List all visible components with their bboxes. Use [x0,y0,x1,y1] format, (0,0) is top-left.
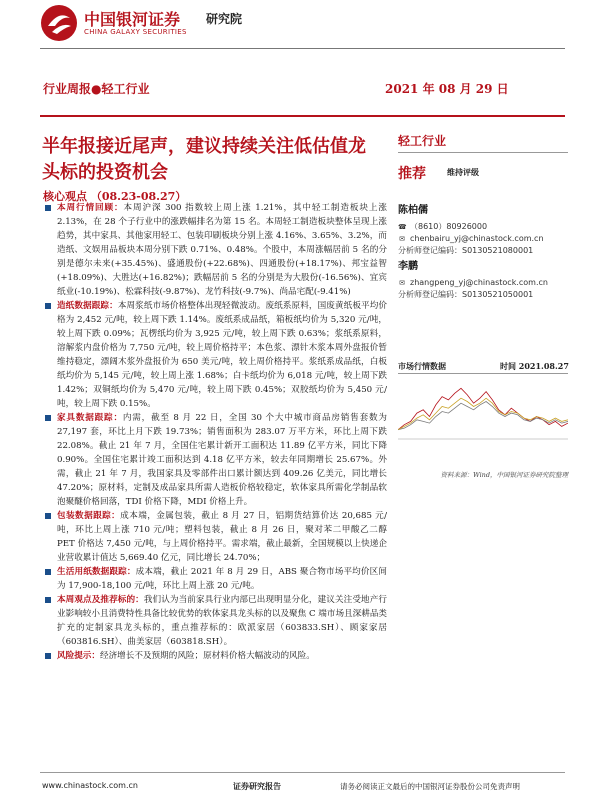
paragraph-tissue-data: 生活用纸数据跟踪：成本端，截止 2021 年 8 月 29 日，ABS 聚合物市场平均价区间为 17,900-18,100 元/吨，环比上周上涨 20 元/吨。 [45,565,387,593]
bullet-icon [45,415,51,421]
paragraph-furniture-data: 家具数据跟踪：内需，截至 8 月 22 日，全国 30 个大中城市商品房销售套数为 27,197 套，环比上月下跌 19.73%；销售面积为 283.07 万平方米，环比上周下跌 22.08%。截止 21 年 7 月，全国住宅累计新开工面积达 11.89 亿平方米，同比下降 0.90%。全国住宅累计竣工面积达到 4.18 亿平方米，较去年同期增长 25.67%。外需，截止 21 年 7 月，我国家具及零部件出口累计额达到 409.26 亿美元，同比增长 47.20%；原材料，定制及成品家具所需人造板价格较稳定，软体家具所需化学制品软泡聚醚价格回落，TDI 价格下降，MDI 价格上升。 [45,411,387,509]
bullet-icon [45,597,51,603]
market-data-time: 时间 2021.08.27 [500,361,569,371]
report-date: 2021 年 08 月 29 日 [385,82,509,96]
paragraph-market-review: 本周行情回顾：本周沪深 300 指数较上周上涨 1.21%，其中轻工制造板块上涨 2.13%，在 28 个子行业中的涨跌幅排名为第 15 名。本周轻工制造板块整体呈现上涨趋势，其中家具、其他家用轻工、包装印刷板块分别上涨 4.16%、3.65%、3.2%，而造纸、文娱用品板块本周分别下跌 0.71%、0.48%。个股中，本周涨幅居前 5 名的分别是德尔未来(+35.45%)、盛通股份(+22.68%)、四通股份(+18.17%)、邦宝益智(+18.09%)、大胜达(+16.82%)；跌幅居前 5 名的分别是为大股份(-16.56%)、宜宾纸业(-10.19%)、松霖科技(-9.87%)、龙竹科技(-9.7%)、尚品宅配(-9.41%) [45,201,387,299]
sidebar-divider [398,152,568,153]
institute-label: 研究院 [206,12,243,26]
brand-logo [40,4,243,44]
analyst-email-row[interactable]: ✉ chenbairu_yj@chinastock.com.cn [399,234,544,243]
chart-series-line-0 [398,388,568,429]
header-divider [40,48,565,49]
chart-series-line-1 [398,402,568,430]
report-category: 行业周报●轻工行业 [43,82,150,96]
paragraph-recommendation: 本周观点及推荐标的：我们认为当前家具行业内部已出现明显分化，建议关注受地产行业影响较小且消费特性具备比较优势的软体家具龙头标的以及聚焦 C 端市场且深耕品类扩充的定制家具龙头标的，重点推荐标的：欧派家居（603833.SH）、顾家家居（603816.SH）、曲美家居（603818.SH）。 [45,593,387,649]
report-body [45,201,387,663]
bullet-icon [45,653,51,659]
logo-english-name: CHINA GALAXY SECURITIES [84,28,187,36]
phone-icon: ☎ [398,223,407,231]
logo-chinese-name: 中国银河证券 [84,10,181,29]
email-icon: ✉ [399,279,405,287]
analyst-card [398,205,544,257]
analyst-cert: 分析师登记编码：S0130521080001 [398,246,534,255]
title-divider [40,115,565,117]
galaxy-logo-icon [40,4,78,42]
footer-website-link[interactable]: www.chinastock.com.cn [42,781,138,790]
analyst-card [398,261,548,301]
analyst-email-row[interactable]: ✉ zhangpeng_yj@chinastock.com.cn [399,278,548,287]
sidebar-industry: 轻工行业 [398,134,447,148]
market-divider [398,373,568,374]
footer-report-type: 证券研究报告 [233,781,281,791]
footer-disclaimer: 请务必阅读正文最后的中国银河证券股份公司免责声明 [340,782,520,791]
market-data-title: 市场行情数据 [398,361,446,371]
rating-note: 维持评级 [447,167,479,177]
bullet-icon [45,569,51,575]
footer-divider [40,772,565,773]
paragraph-paper-data: 造纸数据跟踪：本周浆纸市场价格整体出现轻微波动。废纸系原料，国废黄纸板平均价格为 2,452 元/吨，较上周下跌 1.14%。废纸系成品纸，箱板纸均价为 5,320 元/吨，较上周下跌 0.09%；瓦楞纸均价为 3,925 元/吨，较上周下跌 0.63%；浆纸系原料，溶解浆内盘价格为 7,750 元/吨，较上周价格持平；本色浆、漂针木浆本周外盘报价暂维持稳定，漂阔木浆外盘报价为 650 美元/吨，较上周价格持平。浆纸系成品纸，白板纸均价为 5,145 元/吨，较上周上涨 1.68%；白卡纸均价为 6,018 元/吨，较上周下跌 1.42%；双铜纸均价为 5,470 元/吨，较上周下跌 0.45%；双胶纸均价为 5,450 元/吨，较上周下跌 0.15%。 [45,299,387,411]
report-title: 半年报接近尾声，建议持续关注低估值龙头标的投资机会 [42,136,366,183]
email-icon: ✉ [399,235,405,243]
rating-label: 推荐 [398,166,426,182]
chart-source-note: 资料来源：Wind，中国银河证券研究院整理 [440,471,568,479]
core-view-heading: 核心观点 （08.23-08.27） [43,190,187,203]
bullet-icon [45,303,51,309]
analyst-phone-row: ☎ （8610）80926000 [398,222,488,231]
bullet-icon [45,513,51,519]
analyst-name: 陈柏儒 [398,205,428,216]
paragraph-risk: 风险提示：经济增长不及预期的风险；原材料价格大幅波动的风险。 [45,649,387,663]
paragraph-packaging-data: 包装数据跟踪：成本端，金属包装，截止 8 月 27 日，铝期货结算价达 20,685 元/吨，环比上周上涨 710 元/吨；塑料包装，截止 8 月 26 日，聚对苯二甲酸乙二醇 PET 价格达 7,450 元/吨，与上周价格持平。需求端，截止最新，全国规模以上快递企业营收累计值达 5,669.40 亿元，同比增长 24.70%； [45,509,387,565]
analyst-cert: 分析师登记编码：S0130521050001 [398,290,534,299]
bullet-icon [45,205,51,211]
market-trend-chart [398,380,568,440]
analyst-name: 李鹏 [398,261,418,272]
